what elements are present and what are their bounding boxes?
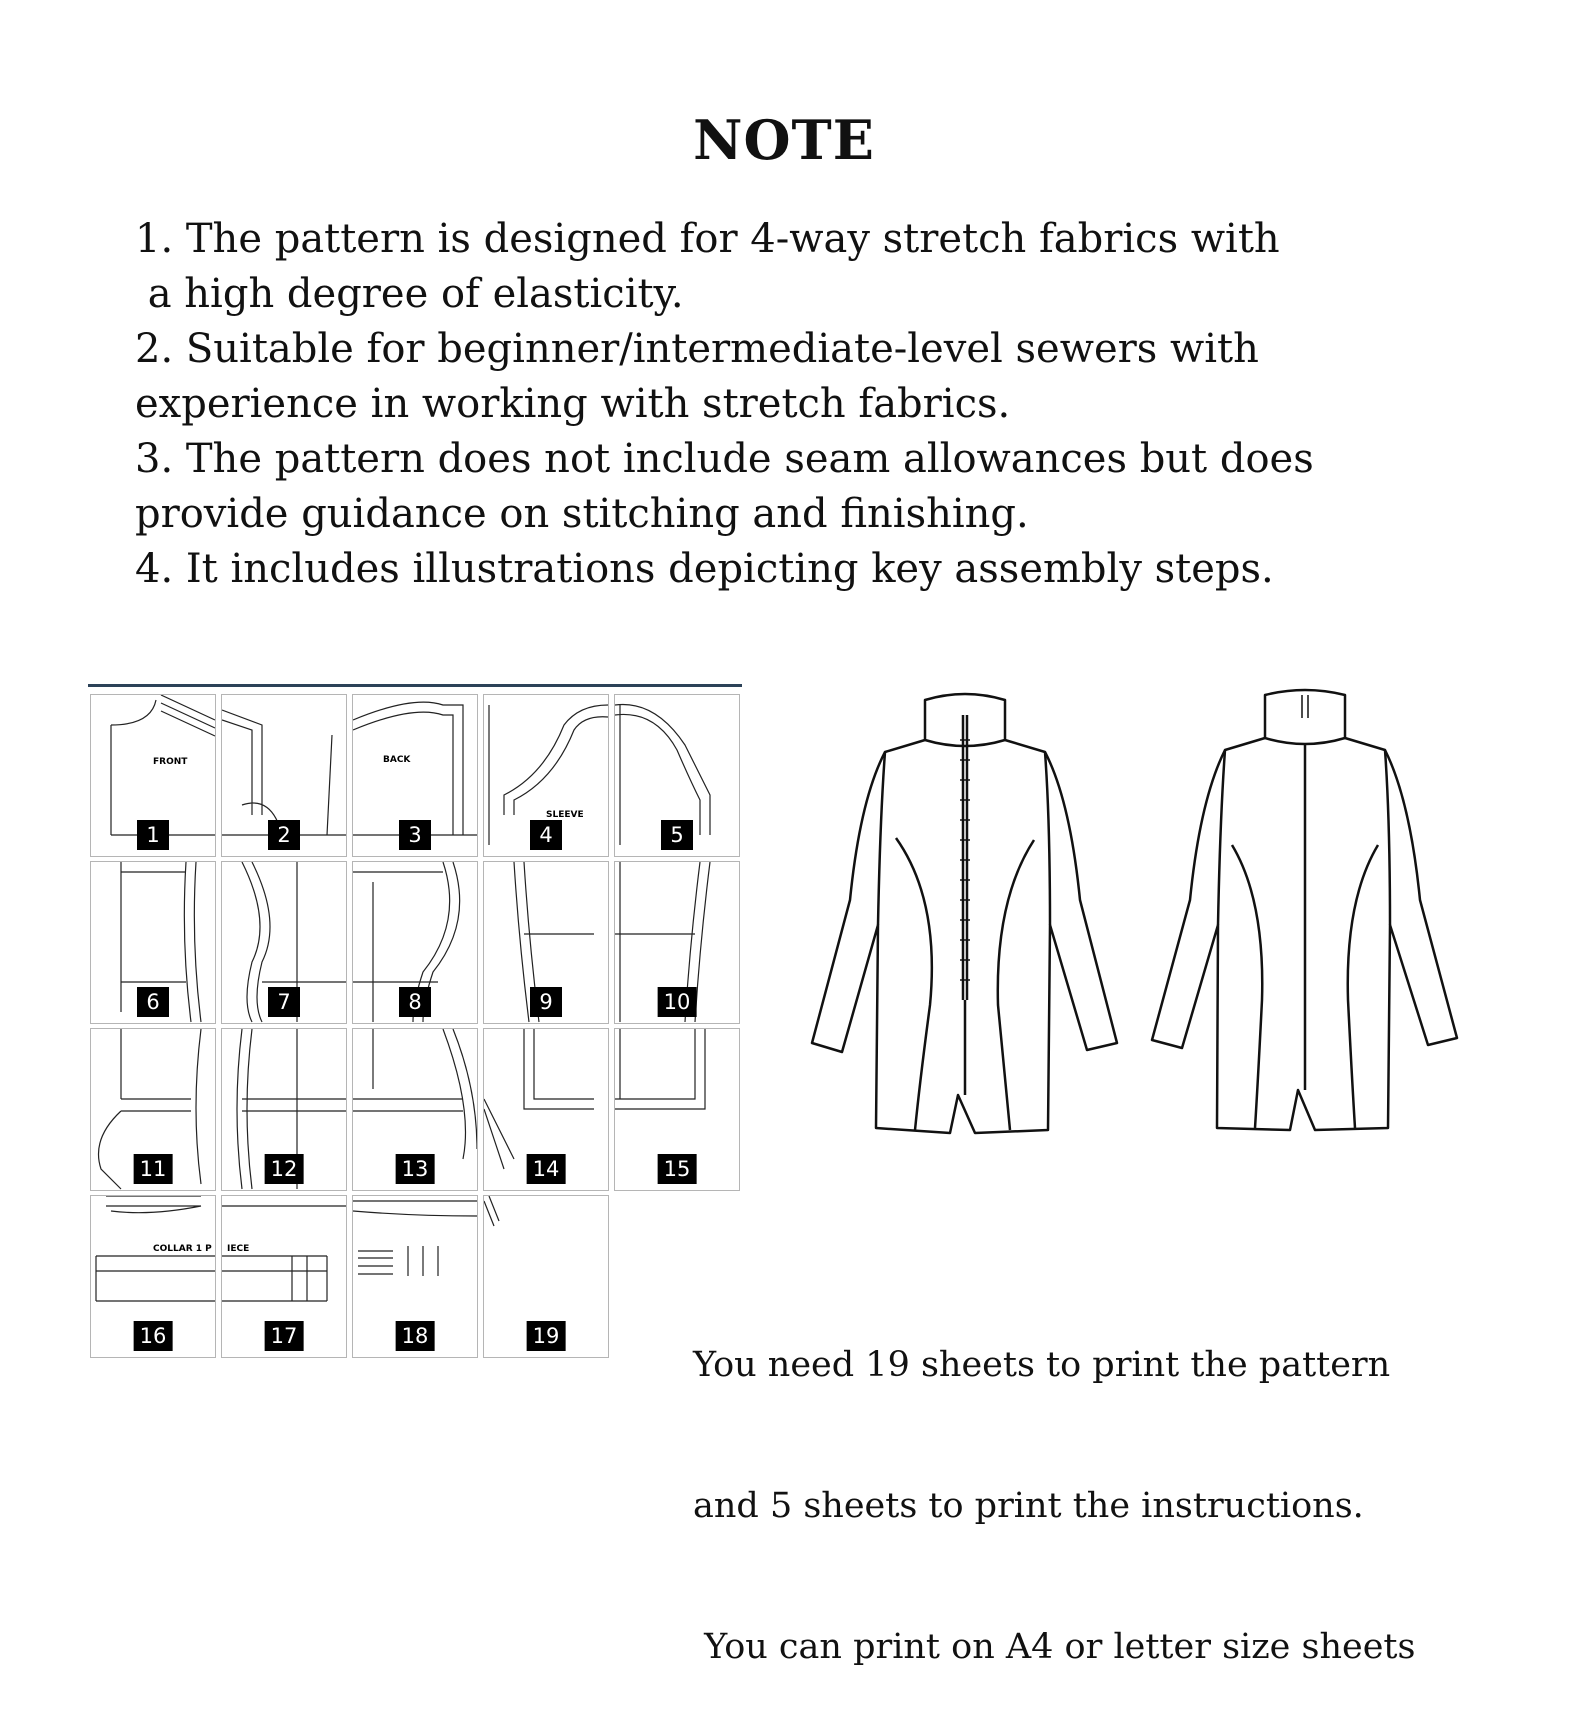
sheet-number: 15 bbox=[658, 1154, 697, 1184]
page-title: NOTE bbox=[693, 108, 875, 172]
pattern-sheet-3 bbox=[352, 694, 478, 857]
sheet-number: 5 bbox=[661, 820, 693, 850]
note-line: a high degree of elasticity. bbox=[135, 271, 684, 317]
note-line: provide guidance on stitching and finishing. bbox=[135, 491, 1029, 537]
note-line: experience in working with stretch fabrics. bbox=[135, 381, 1011, 427]
pattern-sheet-14 bbox=[483, 1028, 609, 1191]
pattern-sheet-15 bbox=[614, 1028, 740, 1191]
pattern-sheet-18 bbox=[352, 1195, 478, 1358]
pattern-sheet-16 bbox=[90, 1195, 216, 1358]
print-info bbox=[693, 1248, 1415, 1718]
sheet-number: 8 bbox=[399, 987, 431, 1017]
notes-list bbox=[135, 212, 1314, 597]
sheet-number: 6 bbox=[137, 987, 169, 1017]
divider-line bbox=[88, 684, 742, 687]
sheet-number: 18 bbox=[396, 1321, 435, 1351]
pattern-piece-label: COLLAR 1 P bbox=[153, 1244, 212, 1254]
pattern-piece-label: SLEEVE bbox=[546, 810, 584, 820]
pattern-piece-label: IECE bbox=[227, 1244, 250, 1254]
sheet-number: 10 bbox=[658, 987, 697, 1017]
sheet-number: 4 bbox=[530, 820, 562, 850]
sheet-number: 7 bbox=[268, 987, 300, 1017]
pattern-sheet-17 bbox=[221, 1195, 347, 1358]
garment-illustration bbox=[790, 680, 1480, 1154]
note-line: 2. Suitable for beginner/intermediate-level sewers with bbox=[135, 326, 1259, 372]
back-view-drawing bbox=[1152, 690, 1457, 1130]
pattern-sheet-9 bbox=[483, 861, 609, 1024]
sheet-number: 1 bbox=[137, 820, 169, 850]
pattern-sheet-8 bbox=[352, 861, 478, 1024]
print-info-line: You need 19 sheets to print the pattern bbox=[693, 1345, 1391, 1385]
pattern-piece-label: FRONT bbox=[153, 757, 188, 767]
pattern-sheet-4 bbox=[483, 694, 609, 857]
pattern-piece-label: BACK bbox=[383, 755, 411, 765]
note-line: 1. The pattern is designed for 4-way stretch fabrics with bbox=[135, 216, 1280, 262]
pattern-sheet-1 bbox=[90, 694, 216, 857]
sheet-number: 13 bbox=[396, 1154, 435, 1184]
pattern-sheet-6 bbox=[90, 861, 216, 1024]
sheet-number: 19 bbox=[527, 1321, 566, 1351]
sheet-number: 14 bbox=[527, 1154, 566, 1184]
sheet-number: 3 bbox=[399, 820, 431, 850]
pattern-sheet-13 bbox=[352, 1028, 478, 1191]
pattern-sheet-19 bbox=[483, 1195, 609, 1358]
pattern-sheet-2 bbox=[221, 694, 347, 857]
pattern-sheet-10 bbox=[614, 861, 740, 1024]
print-info-line: and 5 sheets to print the instructions. bbox=[693, 1486, 1364, 1526]
sheet-number: 11 bbox=[134, 1154, 173, 1184]
sheet-number: 17 bbox=[265, 1321, 304, 1351]
sheet-number: 12 bbox=[265, 1154, 304, 1184]
print-info-line: You can print on A4 or letter size sheets bbox=[693, 1627, 1416, 1667]
note-line: 4. It includes illustrations depicting key assembly steps. bbox=[135, 546, 1274, 592]
front-view-drawing bbox=[812, 694, 1117, 1133]
pattern-sheet-12 bbox=[221, 1028, 347, 1191]
pattern-sheet-11 bbox=[90, 1028, 216, 1191]
pattern-sheet-5 bbox=[614, 694, 740, 857]
sheet-number: 9 bbox=[530, 987, 562, 1017]
note-line: 3. The pattern does not include seam allowances but does bbox=[135, 436, 1314, 482]
sheet-number: 16 bbox=[134, 1321, 173, 1351]
pattern-sheet-7 bbox=[221, 861, 347, 1024]
sheet-number: 2 bbox=[268, 820, 300, 850]
